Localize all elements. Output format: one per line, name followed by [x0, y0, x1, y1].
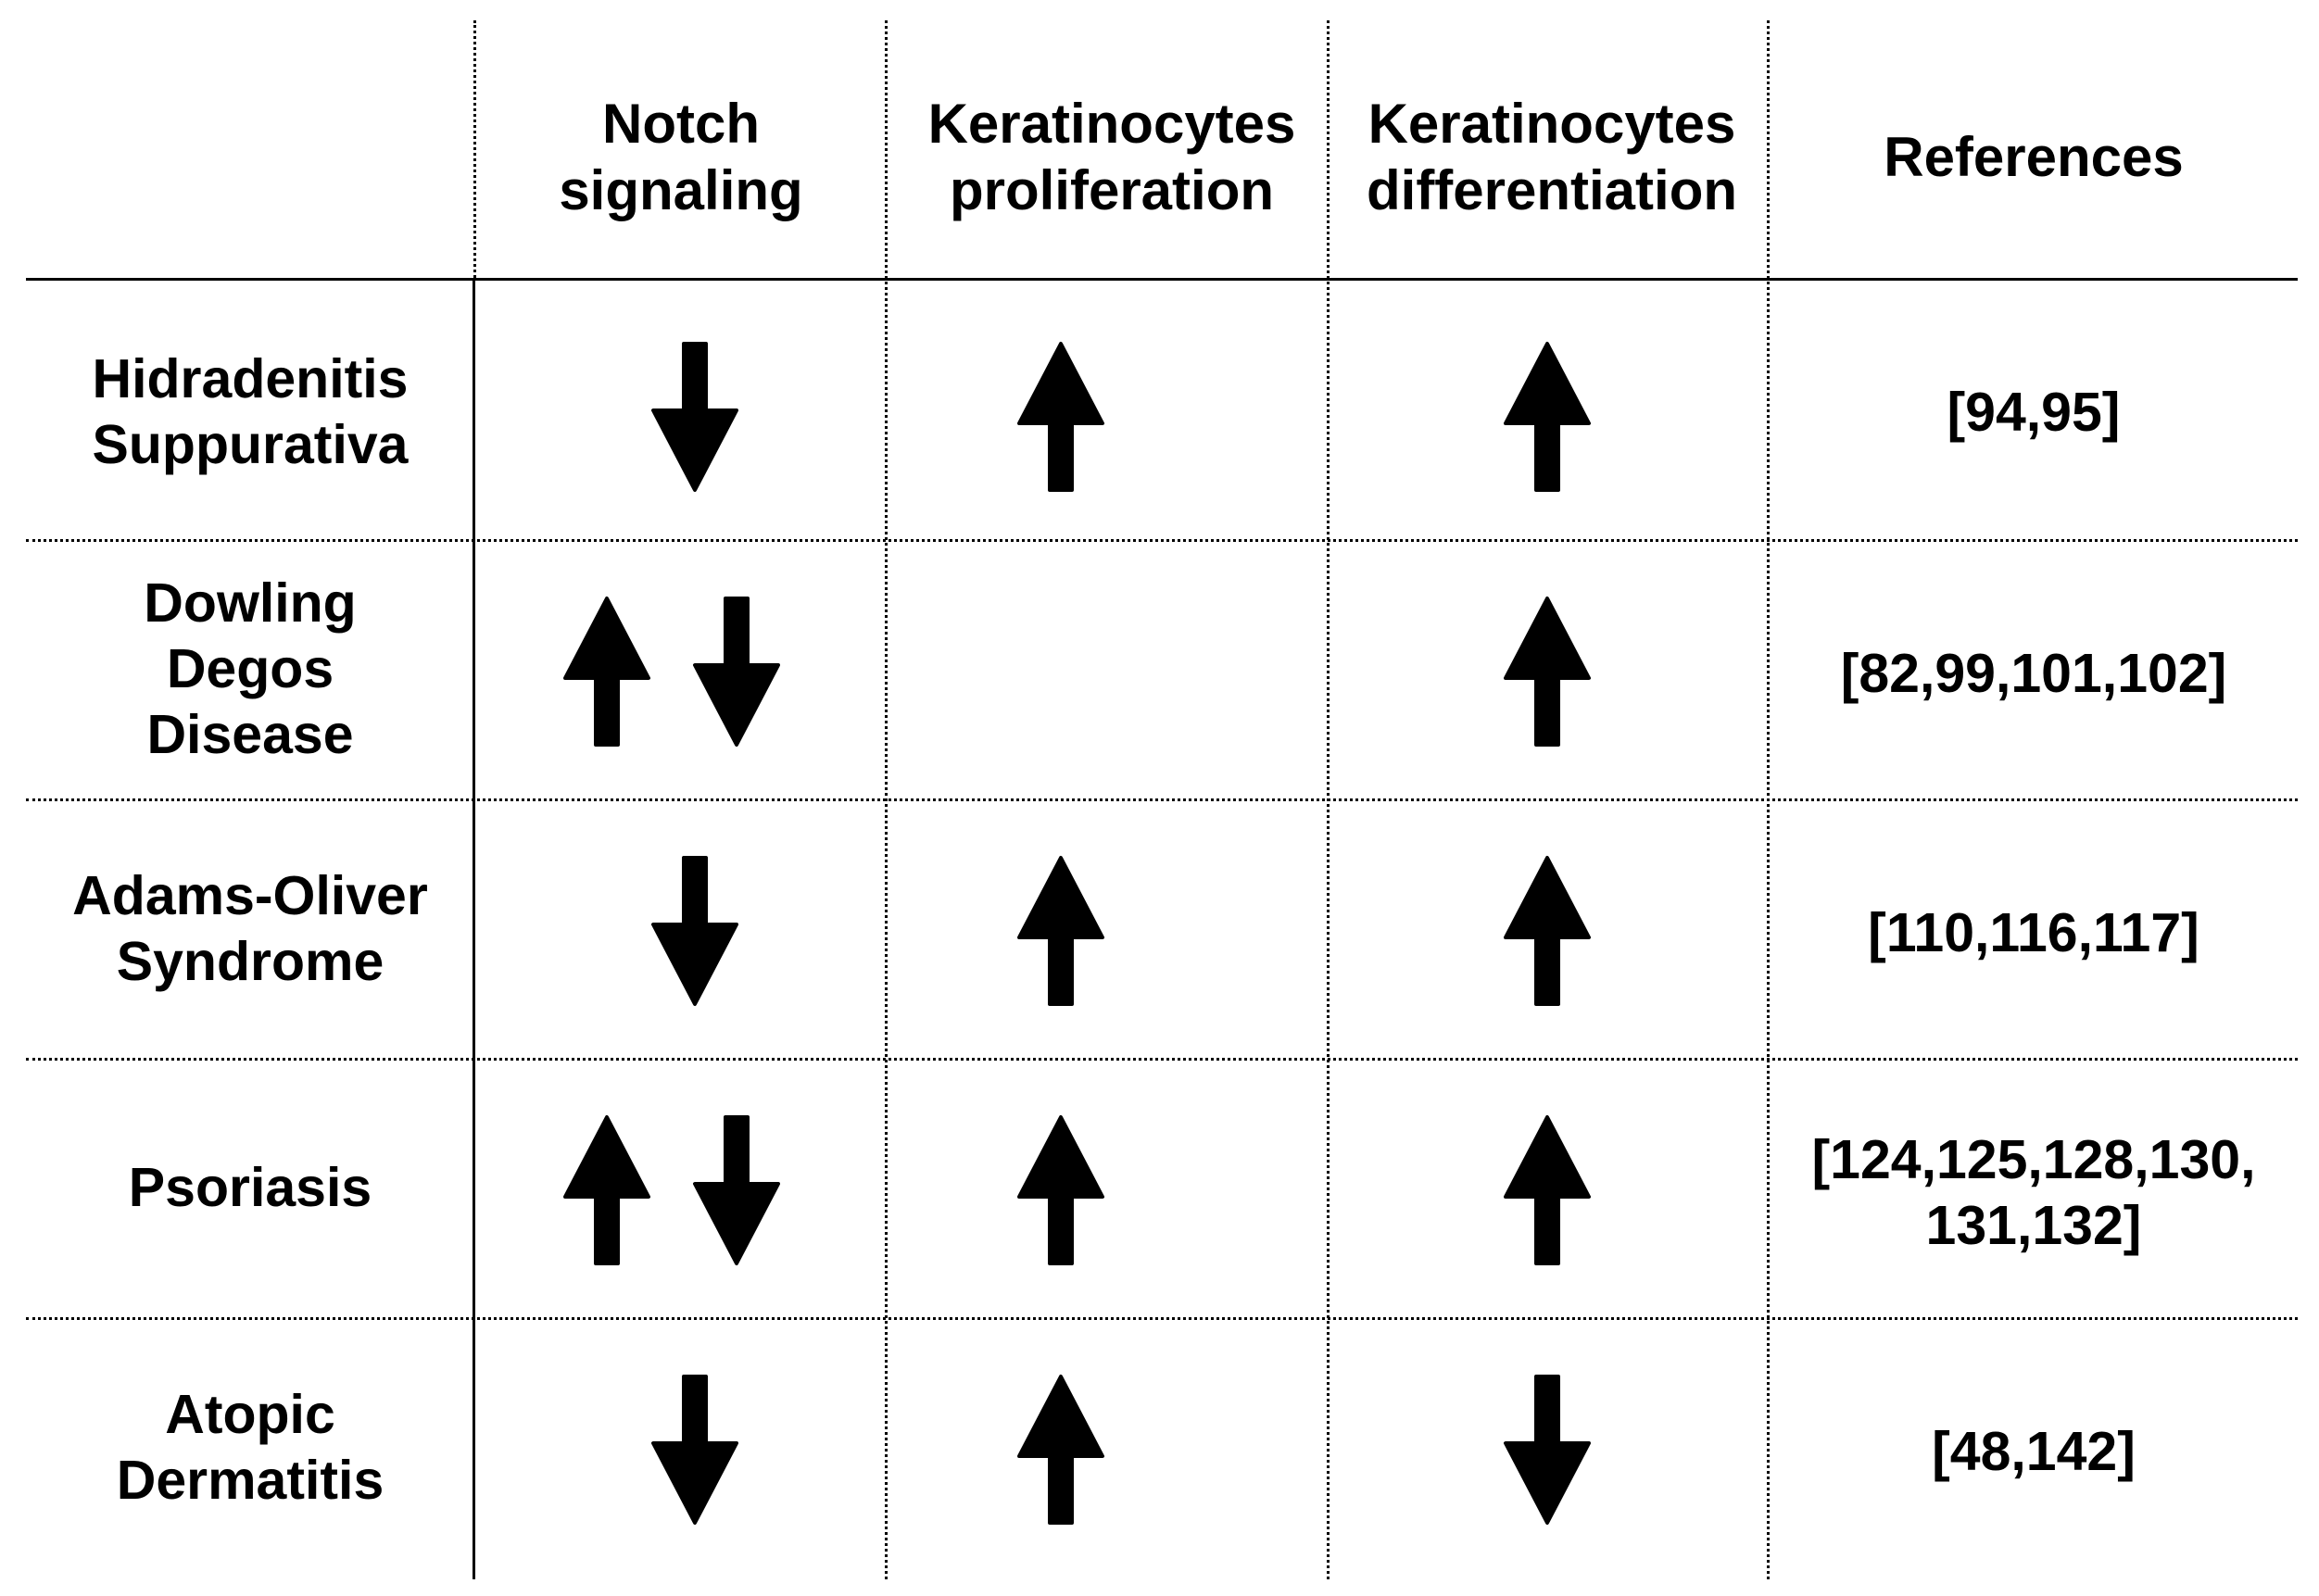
row-1-label-line-1: Hidradenitis: [92, 348, 409, 410]
header-refs-line-1: References: [1884, 126, 2184, 188]
row-5-label-line-2: Dermatitis: [116, 1449, 384, 1511]
header-notch-line-1: Notch: [602, 93, 760, 155]
header-prolif-line-1: Keratinocytes: [927, 93, 1296, 155]
row-1-label-line-2: Suppurativa: [92, 414, 409, 475]
up-arrow-icon: [1501, 338, 1594, 496]
down-arrow-icon: [649, 338, 741, 496]
up-arrow-icon: [1015, 852, 1107, 1010]
header-diff-line-1: Keratinocytes: [1367, 93, 1736, 155]
header-keratinocytes-proliferation: [889, 65, 1334, 250]
row-4-references: [1770, 1065, 2298, 1320]
up-arrow-icon: [1501, 852, 1594, 1010]
down-arrow-icon: [690, 1112, 783, 1269]
row-3-label-line-1: Adams-Oliver: [72, 864, 428, 926]
down-arrow-icon: [649, 852, 741, 1010]
row-divider-4: [26, 1317, 2298, 1320]
row-label-adams-oliver-syndrome: [19, 801, 482, 1056]
down-arrow-icon: [1501, 1371, 1594, 1528]
first-column-divider: [473, 278, 475, 1579]
row-1-ref-line-1: [94,95]: [1947, 381, 2121, 443]
row-label-hidradenitis-suppurativa: [19, 287, 482, 537]
row-2-label-line-1: Dowling: [144, 572, 357, 635]
row-5-references: [1770, 1325, 2298, 1579]
row-divider-1: [26, 539, 2298, 542]
header-notch-signaling: [477, 65, 885, 250]
header-references: [1770, 65, 2298, 250]
up-arrow-icon: [561, 1112, 653, 1269]
header-prolif-line-2: proliferation: [949, 159, 1274, 221]
up-arrow-icon: [1015, 1371, 1107, 1528]
row-2-references: [1770, 547, 2298, 801]
header-diff-line-2: differentiation: [1367, 159, 1737, 221]
header-notch-line-2: signaling: [559, 159, 803, 221]
row-divider-3: [26, 1058, 2298, 1061]
row-3-label-line-2: Syndrome: [116, 930, 384, 992]
up-arrow-icon: [1501, 593, 1594, 750]
down-arrow-icon: [690, 593, 783, 750]
row-divider-2: [26, 798, 2298, 801]
row-2-label-line-3: Disease: [146, 703, 354, 765]
row-5-ref-line-1: [48,142]: [1932, 1421, 2136, 1483]
up-arrow-icon: [1501, 1112, 1594, 1269]
row-4-ref-line-1: [124,125,128,130,: [1811, 1128, 2256, 1190]
row-2-ref-line-1: [82,99,101,102]: [1840, 643, 2227, 705]
row-label-atopic-dermatitis: [19, 1320, 482, 1575]
row-label-dowling-degos-disease: [19, 542, 482, 797]
header-keratinocytes-differentiation: [1330, 65, 1774, 250]
row-3-references: [1770, 806, 2298, 1061]
row-4-ref-line-2: 131,132]: [1925, 1194, 2142, 1256]
row-5-label-line-1: Atopic: [165, 1383, 335, 1445]
header-divider-line: [26, 278, 2298, 281]
down-arrow-icon: [649, 1371, 741, 1528]
up-arrow-icon: [1015, 338, 1107, 496]
row-2-label-line-2: Degos: [166, 638, 334, 700]
up-arrow-icon: [1015, 1112, 1107, 1269]
row-1-references: [1770, 287, 2298, 537]
up-arrow-icon: [561, 593, 653, 750]
row-label-psoriasis: [19, 1061, 482, 1315]
first-column-header-divider: [473, 20, 476, 278]
row-4-label-line-1: Psoriasis: [128, 1157, 372, 1219]
row-3-ref-line-1: [110,116,117]: [1868, 902, 2199, 964]
